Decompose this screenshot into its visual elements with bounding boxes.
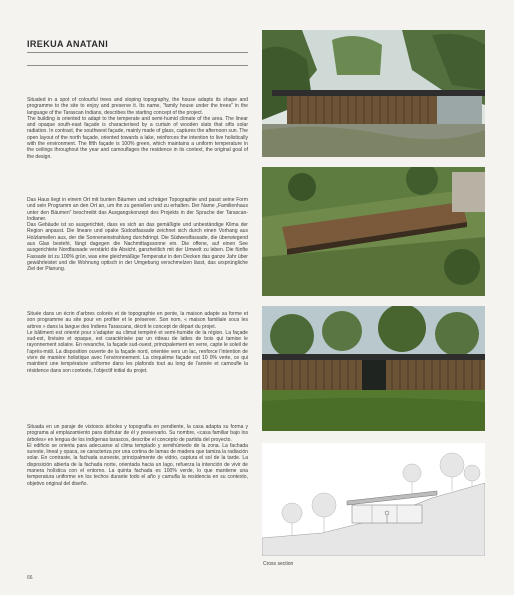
spanish-text-block bbox=[27, 424, 248, 487]
page-title: IREKUA ANATANI bbox=[27, 39, 109, 49]
photo-facade-slats bbox=[262, 306, 485, 431]
title-rule bbox=[27, 52, 248, 53]
figure-caption: Cross section bbox=[263, 561, 294, 567]
photo-exterior-trees bbox=[262, 30, 485, 157]
french-paragraph: Située dans un écrin d’arbres colorés et de topographie en pente, la maison adapte sa forme et son programme au site pour en profiter et le préserver. Son nom, « maison familiale sous les arbres » dans la langue des Indiens Tarascans, décrit le concept de départ du projet. Le bâtiment est orienté pour s’adapter au climat tempéré et semi-humide de la région. La façade sud-est, linéaire et opaque, est caractérisée par un rideau de lattes de bois qui tamise le rayonnement solaire. En revanche, la façade sud-ouest, principalement en verre, capte le soleil de l’après-midi. La disposition ouverte de la façade nord, orientée vers un lac, renforce l’intention de vivre de manière holistique avec l’environnement. La cinquième façade est 10 0% verte, ce qui maintient une température uniforme dans les plafonds tout au long de l’année et camoufle la résidence dans son contexte, l’objectif initial du projet. bbox=[27, 311, 248, 374]
german-text-block bbox=[27, 197, 248, 273]
english-paragraph: Situated in a spot of colourful trees and sloping topography, the house adapts its shape and programme to the site to enjoy and preserve it. Its name, “family house under the trees” in the language of the Tarascan Indians, describes the starting concept of the project. The building is oriented to adapt to the temperate and semi-humid climate of the area. The linear and opaque south-east façade is characterised by a curtain of wooden slats that sifts solar radiation. In contrast, the southwest façade, mainly made of glass, captures the afternoon sun. The open layout of the north façade, oriented towards a lake, reinforces the intention to live holistically with the environment. The fifth façade is 100% green, which maintains a uniform temperature in the ceilings throughout the year and camouflages the residence in its context, the original goal of the design. bbox=[27, 97, 248, 160]
spanish-paragraph: Situada en un paraje de vistosos árboles y topografía en pendiente, la casa adapta su forma y programa al emplazamiento para disfrutar de él y preservarlo. Su nombre, «casa familiar bajo los árboles» en lengua de los indígenas tarascos, describe el concepto de partida del proyecto. El edificio se orienta para adecuarse al clima templado y semihúmedo de la zona. La fachada sureste, lineal y opaca, se caracteriza por una cortina de lamas de madera que tamiza la radiación solar. En contraste, la fachada suroeste, principalmente de vidrio, captura el sol de la tarde. La disposición abierta de la fachada norte, orientada hacia un lago, refuerza la intención de vivir de manera holística con el entorno. La quinta fachada es 100% verde, lo que mantiene una temperatura uniforme en los techos durante todo el año y camufla la residencia en su contexto, objetivo original del diseño. bbox=[27, 424, 248, 487]
title-rule-lower bbox=[27, 65, 248, 66]
german-paragraph: Das Haus liegt in einem Ort mit bunten Bäumen und schräger Topographie und passt seine Form und sein Programm an den Ort an, um ihn zu genießen und zu erhalten. Der Name „Familienhaus unter den Bäumen” beschreibt das Ausgangskonzept des Projekts in der Sprache der Tarascan-Indianer. Das Gebäude ist so ausgerichtet, dass es sich an das gemäßigte und unbeständige Klima der Region anpasst. Die lineare und opake Südostfassade zeichnet sich durch einen Vorhang aus Holzlamellen aus, der die Sonneneinstrahlung durchdringt. Die Südwestfassade, die überwiegend aus Glas besteht, fängt dagegen die Nachmittagssonne ein. Die offene, auf einen See ausgerichtete Nordfassade verstärkt die Absicht, ganzheitlich mit der Umwelt zu leben. Die fünfte Fassade ist zu 100% grün, was eine gleichmäßige Temperatur in den Decken das ganze Jahr über gewährleistet und die Wohnung optisch in der Umgebung verschmelzen lässt, das ursprüngliche Ziel der Planung. bbox=[27, 197, 248, 273]
photo-green-roof bbox=[262, 167, 485, 296]
english-text-block bbox=[27, 97, 248, 160]
page-number: 66 bbox=[27, 575, 33, 581]
cross-section-drawing bbox=[262, 443, 485, 556]
french-text-block bbox=[27, 311, 248, 374]
